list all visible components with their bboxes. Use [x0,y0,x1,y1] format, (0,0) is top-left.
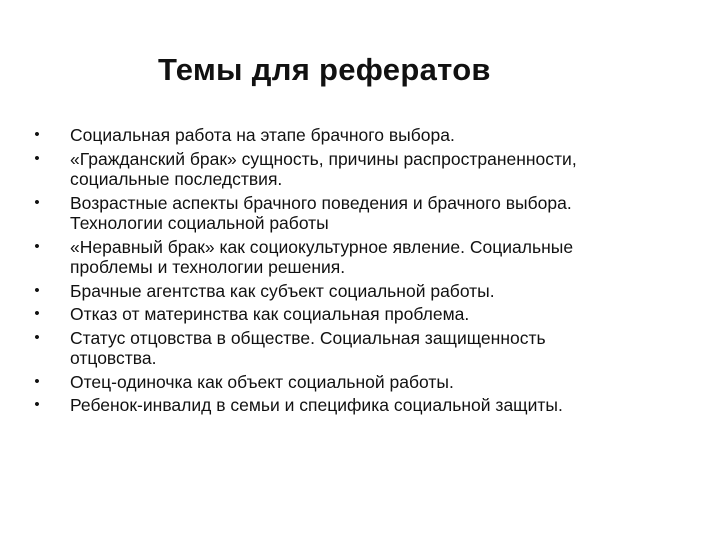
bullet-icon: • [34,126,40,143]
bullet-icon: • [34,193,40,211]
bullet-icon: • [34,396,40,413]
topic-item [32,237,692,278]
topic-text: Отказ от материнства как социальная проблема. [70,304,470,324]
bullet-icon: • [34,237,40,255]
topic-list [32,125,692,419]
topic-item [32,395,692,416]
topic-text-continuation: проблемы и технологии решения. [70,257,346,277]
topic-item [32,125,692,146]
slide-title: Темы для рефератов [158,52,491,87]
topic-item [32,149,692,190]
bullet-icon: • [34,372,40,390]
topic-text: Статус отцовства в обществе. Социальная защищенность [70,327,546,348]
bullet-icon: • [34,305,40,322]
topic-item [32,193,692,234]
topic-text: Брачные агентства как субъект социальной работы. [70,280,495,301]
topic-item [32,281,692,302]
topic-item [32,304,692,325]
topic-text: Ребенок-инвалид в семьи и специфика социальной защиты. [70,395,563,415]
bullet-icon: • [34,281,40,299]
bullet-icon: • [34,328,40,346]
bullet-icon: • [34,149,40,167]
topic-item [32,328,692,369]
topic-text: «Гражданский брак» сущность, причины распространенности, [70,148,577,169]
topic-text-continuation: Технологии социальной работы [70,213,329,233]
topic-text: Отец-одиночка как объект социальной работы. [70,371,454,392]
topic-text: Социальная работа на этапе брачного выбора. [70,125,455,145]
topic-item [32,372,692,393]
topic-text: Возрастные аспекты брачного поведения и брачного выбора. [70,192,572,213]
topic-text: «Неравный брак» как социокультурное явление. Социальные [70,236,574,257]
topic-text-continuation: отцовства. [70,348,157,368]
topic-text-continuation: социальные последствия. [70,169,283,189]
